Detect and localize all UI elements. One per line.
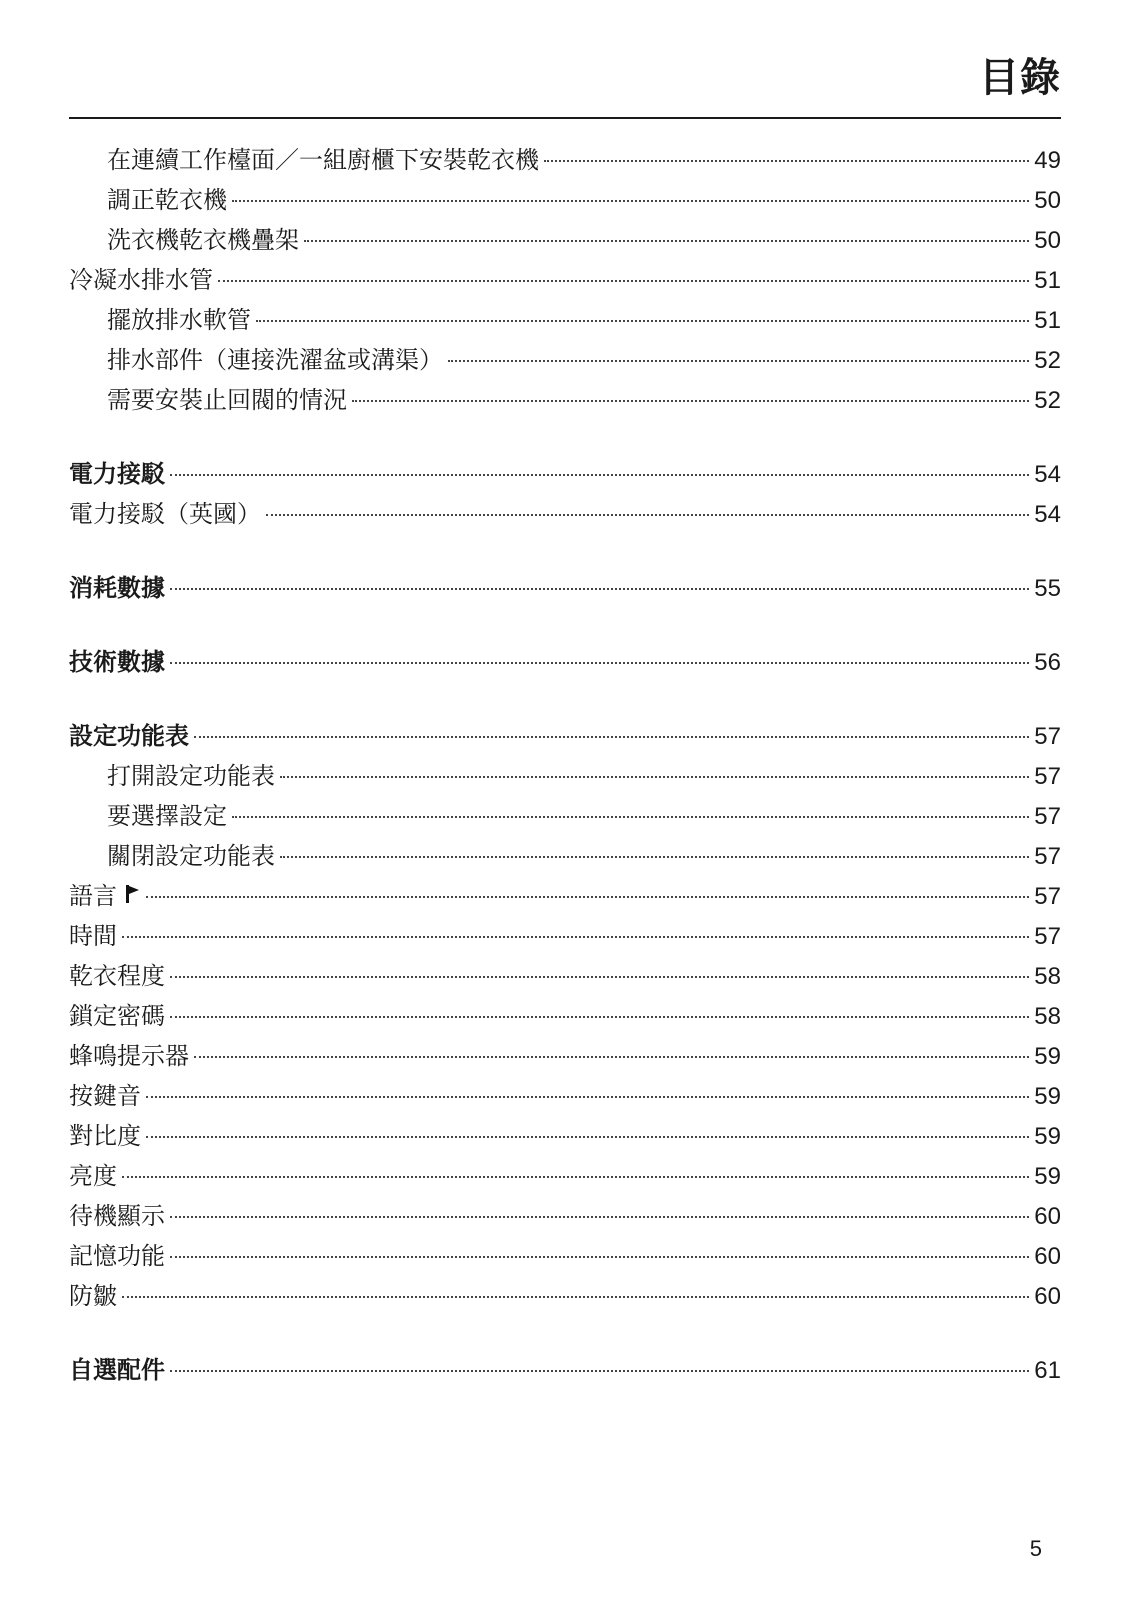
- toc-entry: [69, 756, 1061, 796]
- toc-entry-page: 49: [1034, 147, 1061, 174]
- toc-entry-page: 50: [1034, 227, 1061, 254]
- toc-entry-title: 自選配件: [69, 1356, 165, 1384]
- dot-leader: [266, 514, 1029, 516]
- toc-entry-page: 58: [1034, 1003, 1061, 1030]
- dot-leader: [304, 240, 1029, 242]
- toc-entry-page: 57: [1034, 803, 1061, 830]
- toc-entry: [69, 300, 1061, 340]
- toc-entry-title: 冷凝水排水管: [69, 266, 213, 294]
- toc-entry-page: 60: [1034, 1243, 1061, 1270]
- toc-entry-title: 消耗數據: [69, 574, 165, 602]
- toc-entry: [69, 876, 1061, 916]
- dot-leader: [170, 1370, 1029, 1372]
- toc-entry-title: 防皺: [69, 1282, 117, 1310]
- toc-entry: [69, 916, 1061, 956]
- toc-entry-page: 61: [1034, 1357, 1061, 1384]
- toc-entry-title: 語言: [69, 882, 117, 910]
- dot-leader: [280, 856, 1029, 858]
- toc-entry-page: 54: [1034, 501, 1061, 528]
- toc-entry: [69, 260, 1061, 300]
- toc-entry-page: 55: [1034, 575, 1061, 602]
- toc-entry: [69, 956, 1061, 996]
- toc-entry-page: 56: [1034, 649, 1061, 676]
- toc-entry-page: 58: [1034, 963, 1061, 990]
- dot-leader: [232, 200, 1029, 202]
- toc-entry-title: 設定功能表: [69, 722, 189, 750]
- page-number: 5: [1029, 1536, 1042, 1561]
- dot-leader: [170, 588, 1029, 590]
- toc-entry-page: 57: [1034, 763, 1061, 790]
- toc-entry: [69, 140, 1061, 180]
- toc-entry-title: 洗衣機乾衣機疊架: [107, 226, 299, 254]
- toc-entry: [69, 796, 1061, 836]
- toc-entry: [69, 1076, 1061, 1116]
- toc-entry-title: 鎖定密碼: [69, 1002, 165, 1030]
- dot-leader: [170, 1016, 1029, 1018]
- toc-entry-page: 59: [1034, 1123, 1061, 1150]
- toc-entry-title: 對比度: [69, 1122, 141, 1150]
- toc-entry-title: 要選擇設定: [107, 802, 227, 830]
- toc-entry-title: 關閉設定功能表: [107, 842, 275, 870]
- toc-entry: [69, 1196, 1061, 1236]
- toc-entry-title: 技術數據: [69, 648, 165, 676]
- dot-leader: [256, 320, 1029, 322]
- toc-entry: [69, 340, 1061, 380]
- toc-entry-page: 59: [1034, 1163, 1061, 1190]
- dot-leader: [170, 976, 1029, 978]
- toc-entry-title: 電力接駁: [69, 460, 165, 488]
- dot-leader: [170, 662, 1029, 664]
- toc-entry-title: 待機顯示: [69, 1202, 165, 1230]
- toc-entry: [69, 1236, 1061, 1276]
- toc-entry-page: 57: [1034, 883, 1061, 910]
- toc-entry: [69, 1156, 1061, 1196]
- dot-leader: [280, 776, 1029, 778]
- toc-entry-page: 52: [1034, 347, 1061, 374]
- dot-leader: [544, 160, 1029, 162]
- flag-icon: [125, 884, 141, 904]
- toc-entry: [69, 716, 1061, 756]
- toc-entry-page: 57: [1034, 723, 1061, 750]
- toc-entry: [69, 568, 1061, 608]
- toc-entry-title: 擺放排水軟管: [107, 306, 251, 334]
- toc-entry: [69, 1276, 1061, 1316]
- toc-entry: [69, 220, 1061, 260]
- dot-leader: [218, 280, 1029, 282]
- toc-entry-page: 60: [1034, 1203, 1061, 1230]
- toc-entry-page: 51: [1034, 267, 1061, 294]
- toc-entry-title: 蜂鳴提示器: [69, 1042, 189, 1070]
- toc-entry-page: 57: [1034, 843, 1061, 870]
- page-title: 目錄: [979, 55, 1061, 101]
- toc-entry-page: 50: [1034, 187, 1061, 214]
- toc-entry-title: 記憶功能: [69, 1242, 165, 1270]
- toc-entry-title: 調正乾衣機: [107, 186, 227, 214]
- dot-leader: [448, 360, 1029, 362]
- dot-leader: [232, 816, 1029, 818]
- toc-entry: [69, 836, 1061, 876]
- toc-entry-page: 52: [1034, 387, 1061, 414]
- toc-entry-page: 57: [1034, 923, 1061, 950]
- toc-entry-title: 電力接駁（英國）: [69, 500, 261, 528]
- toc-entry-title: 乾衣程度: [69, 962, 165, 990]
- toc-entry: [69, 642, 1061, 682]
- toc-entry: [69, 1116, 1061, 1156]
- toc-entry-title: 亮度: [69, 1162, 117, 1190]
- table-of-contents: [69, 140, 1061, 1390]
- toc-entry: [69, 494, 1061, 534]
- toc-entry: [69, 1350, 1061, 1390]
- dot-leader: [194, 736, 1029, 738]
- toc-entry-title: 按鍵音: [69, 1082, 141, 1110]
- toc-entry-title: 打開設定功能表: [107, 762, 275, 790]
- dot-leader: [146, 896, 1029, 898]
- dot-leader: [352, 400, 1029, 402]
- dot-leader: [194, 1056, 1029, 1058]
- toc-entry-page: 54: [1034, 461, 1061, 488]
- toc-entry: [69, 380, 1061, 420]
- dot-leader: [122, 1296, 1029, 1298]
- dot-leader: [122, 1176, 1029, 1178]
- dot-leader: [122, 936, 1029, 938]
- dot-leader: [170, 1256, 1029, 1258]
- toc-entry: [69, 180, 1061, 220]
- dot-leader: [170, 474, 1029, 476]
- toc-entry-page: 51: [1034, 307, 1061, 334]
- toc-entry-page: 59: [1034, 1083, 1061, 1110]
- toc-entry-page: 59: [1034, 1043, 1061, 1070]
- toc-entry-title: 在連續工作檯面／一組廚櫃下安裝乾衣機: [107, 146, 539, 174]
- toc-entry-title: 需要安裝止回閥的情況: [107, 386, 347, 414]
- dot-leader: [170, 1216, 1029, 1218]
- toc-entry: [69, 996, 1061, 1036]
- toc-entry: [69, 1036, 1061, 1076]
- dot-leader: [146, 1096, 1029, 1098]
- toc-entry: [69, 454, 1061, 494]
- toc-entry-title: 排水部件（連接洗濯盆或溝渠）: [107, 346, 443, 374]
- toc-entry-page: 60: [1034, 1283, 1061, 1310]
- title-rule: [69, 117, 1061, 119]
- toc-entry-title: 時間: [69, 922, 117, 950]
- dot-leader: [146, 1136, 1029, 1138]
